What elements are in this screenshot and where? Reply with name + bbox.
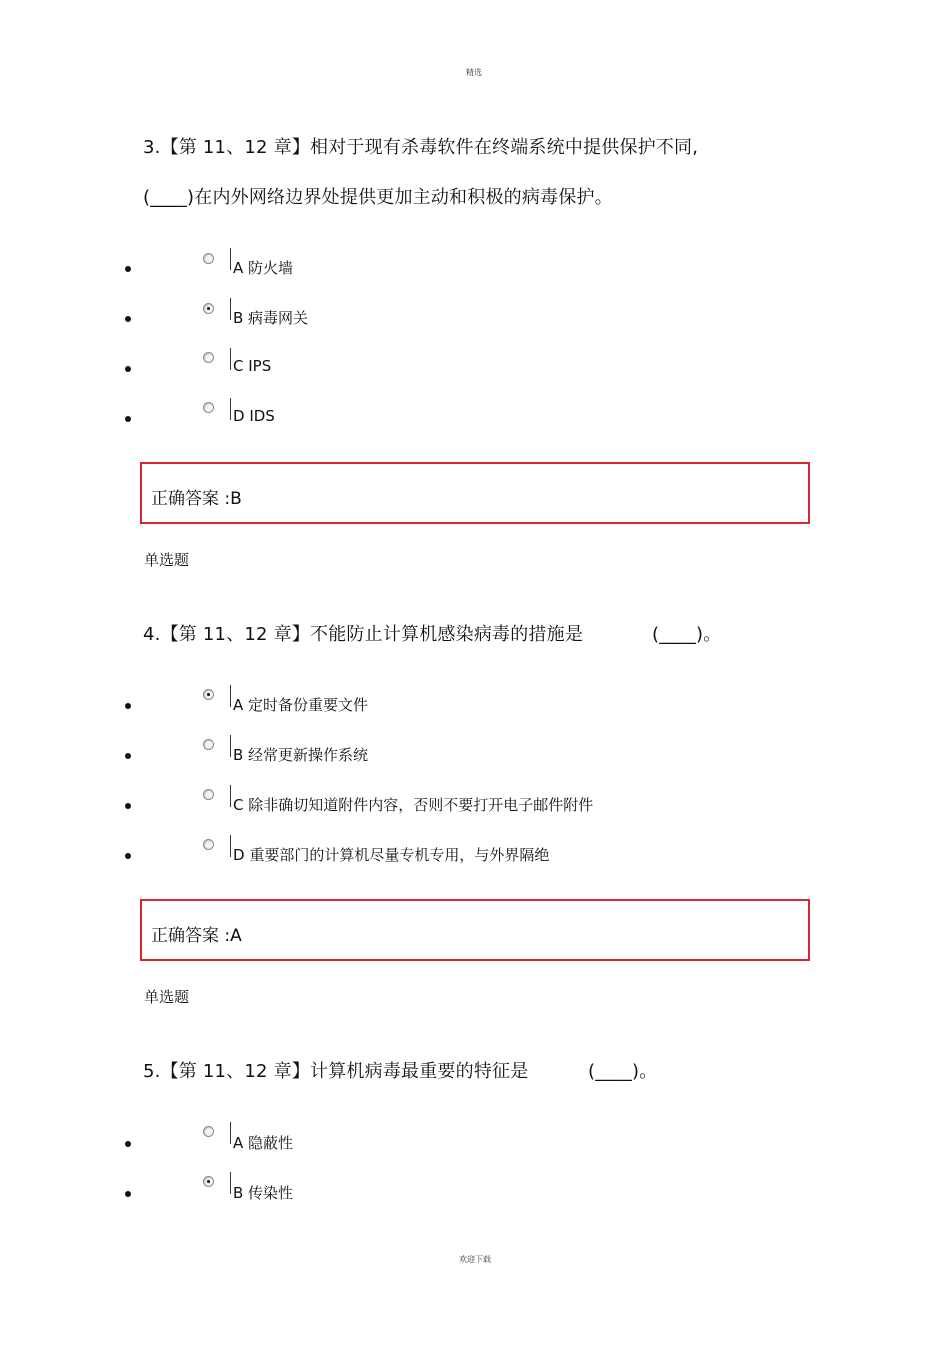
option-label: A 定时备份重要文件: [233, 696, 369, 714]
question-number: 4.: [143, 624, 161, 645]
bullet-icon: [125, 266, 131, 272]
question-number: 5.: [143, 1061, 161, 1082]
divider: [230, 298, 231, 320]
radio-button[interactable]: [203, 789, 214, 800]
question-4-line1: [143, 620, 583, 646]
radio-button-selected[interactable]: [203, 1176, 214, 1187]
radio-button-selected[interactable]: [203, 689, 214, 700]
question-type: 单选题: [144, 988, 190, 1006]
bullet-icon: [125, 753, 131, 759]
question-chapter: 【第 11、12 章】: [160, 137, 311, 158]
option-label: D IDS: [233, 407, 275, 425]
radio-button[interactable]: [203, 839, 214, 850]
radio-button[interactable]: [203, 1126, 214, 1137]
divider: [230, 685, 231, 707]
question-type: 单选题: [144, 551, 190, 569]
question-3-line2: (____)在内外网络边界处提供更加主动和积极的病毒保护。: [143, 187, 613, 208]
bullet-icon: [125, 703, 131, 709]
question-text: 不能防止计算机感染病毒的措施是: [310, 624, 584, 645]
radio-button[interactable]: [203, 253, 214, 264]
answer-box: [140, 462, 810, 524]
question-blank: (____)。: [652, 624, 722, 645]
bullet-icon: [125, 416, 131, 422]
option-label: B 经常更新操作系统: [233, 746, 369, 764]
question-5-line1: [143, 1057, 528, 1083]
bullet-icon: [125, 1191, 131, 1197]
question-3-line1: [143, 133, 698, 159]
question-blank: (____)。: [588, 1061, 658, 1082]
bullet-icon: [125, 1141, 131, 1147]
question-chapter: 【第 11、12 章】: [160, 624, 311, 645]
answer-box: [140, 899, 810, 961]
bullet-icon: [125, 366, 131, 372]
page-header: 精选: [466, 68, 482, 77]
radio-button[interactable]: [203, 402, 214, 413]
divider: [230, 1172, 231, 1194]
divider: [230, 398, 231, 420]
divider: [230, 735, 231, 757]
option-label: A 防火墙: [233, 259, 294, 277]
radio-button[interactable]: [203, 352, 214, 363]
option-label: B 病毒网关: [233, 309, 309, 327]
radio-button-selected[interactable]: [203, 303, 214, 314]
question-text: 相对于现有杀毒软件在终端系统中提供保护不同,: [310, 137, 699, 158]
question-chapter: 【第 11、12 章】: [160, 1061, 311, 1082]
question-number: 3.: [143, 137, 161, 158]
divider: [230, 785, 231, 807]
option-label: C 除非确切知道附件内容，否则不要打开电子邮件附件: [233, 796, 594, 814]
divider: [230, 835, 231, 857]
option-label: A 隐蔽性: [233, 1134, 294, 1152]
correct-answer: 正确答案 :B: [151, 489, 242, 509]
bullet-icon: [125, 803, 131, 809]
divider: [230, 248, 231, 270]
option-label: B 传染性: [233, 1184, 294, 1202]
correct-answer: 正确答案 :A: [151, 926, 242, 946]
bullet-icon: [125, 316, 131, 322]
option-label: D 重要部门的计算机尽量专机专用，与外界隔绝: [233, 846, 550, 864]
question-text: 计算机病毒最重要的特征是: [310, 1061, 529, 1082]
divider: [230, 348, 231, 370]
radio-button[interactable]: [203, 739, 214, 750]
divider: [230, 1122, 231, 1144]
page-footer: 欢迎下载: [459, 1255, 491, 1264]
option-label: C IPS: [233, 357, 272, 375]
bullet-icon: [125, 853, 131, 859]
